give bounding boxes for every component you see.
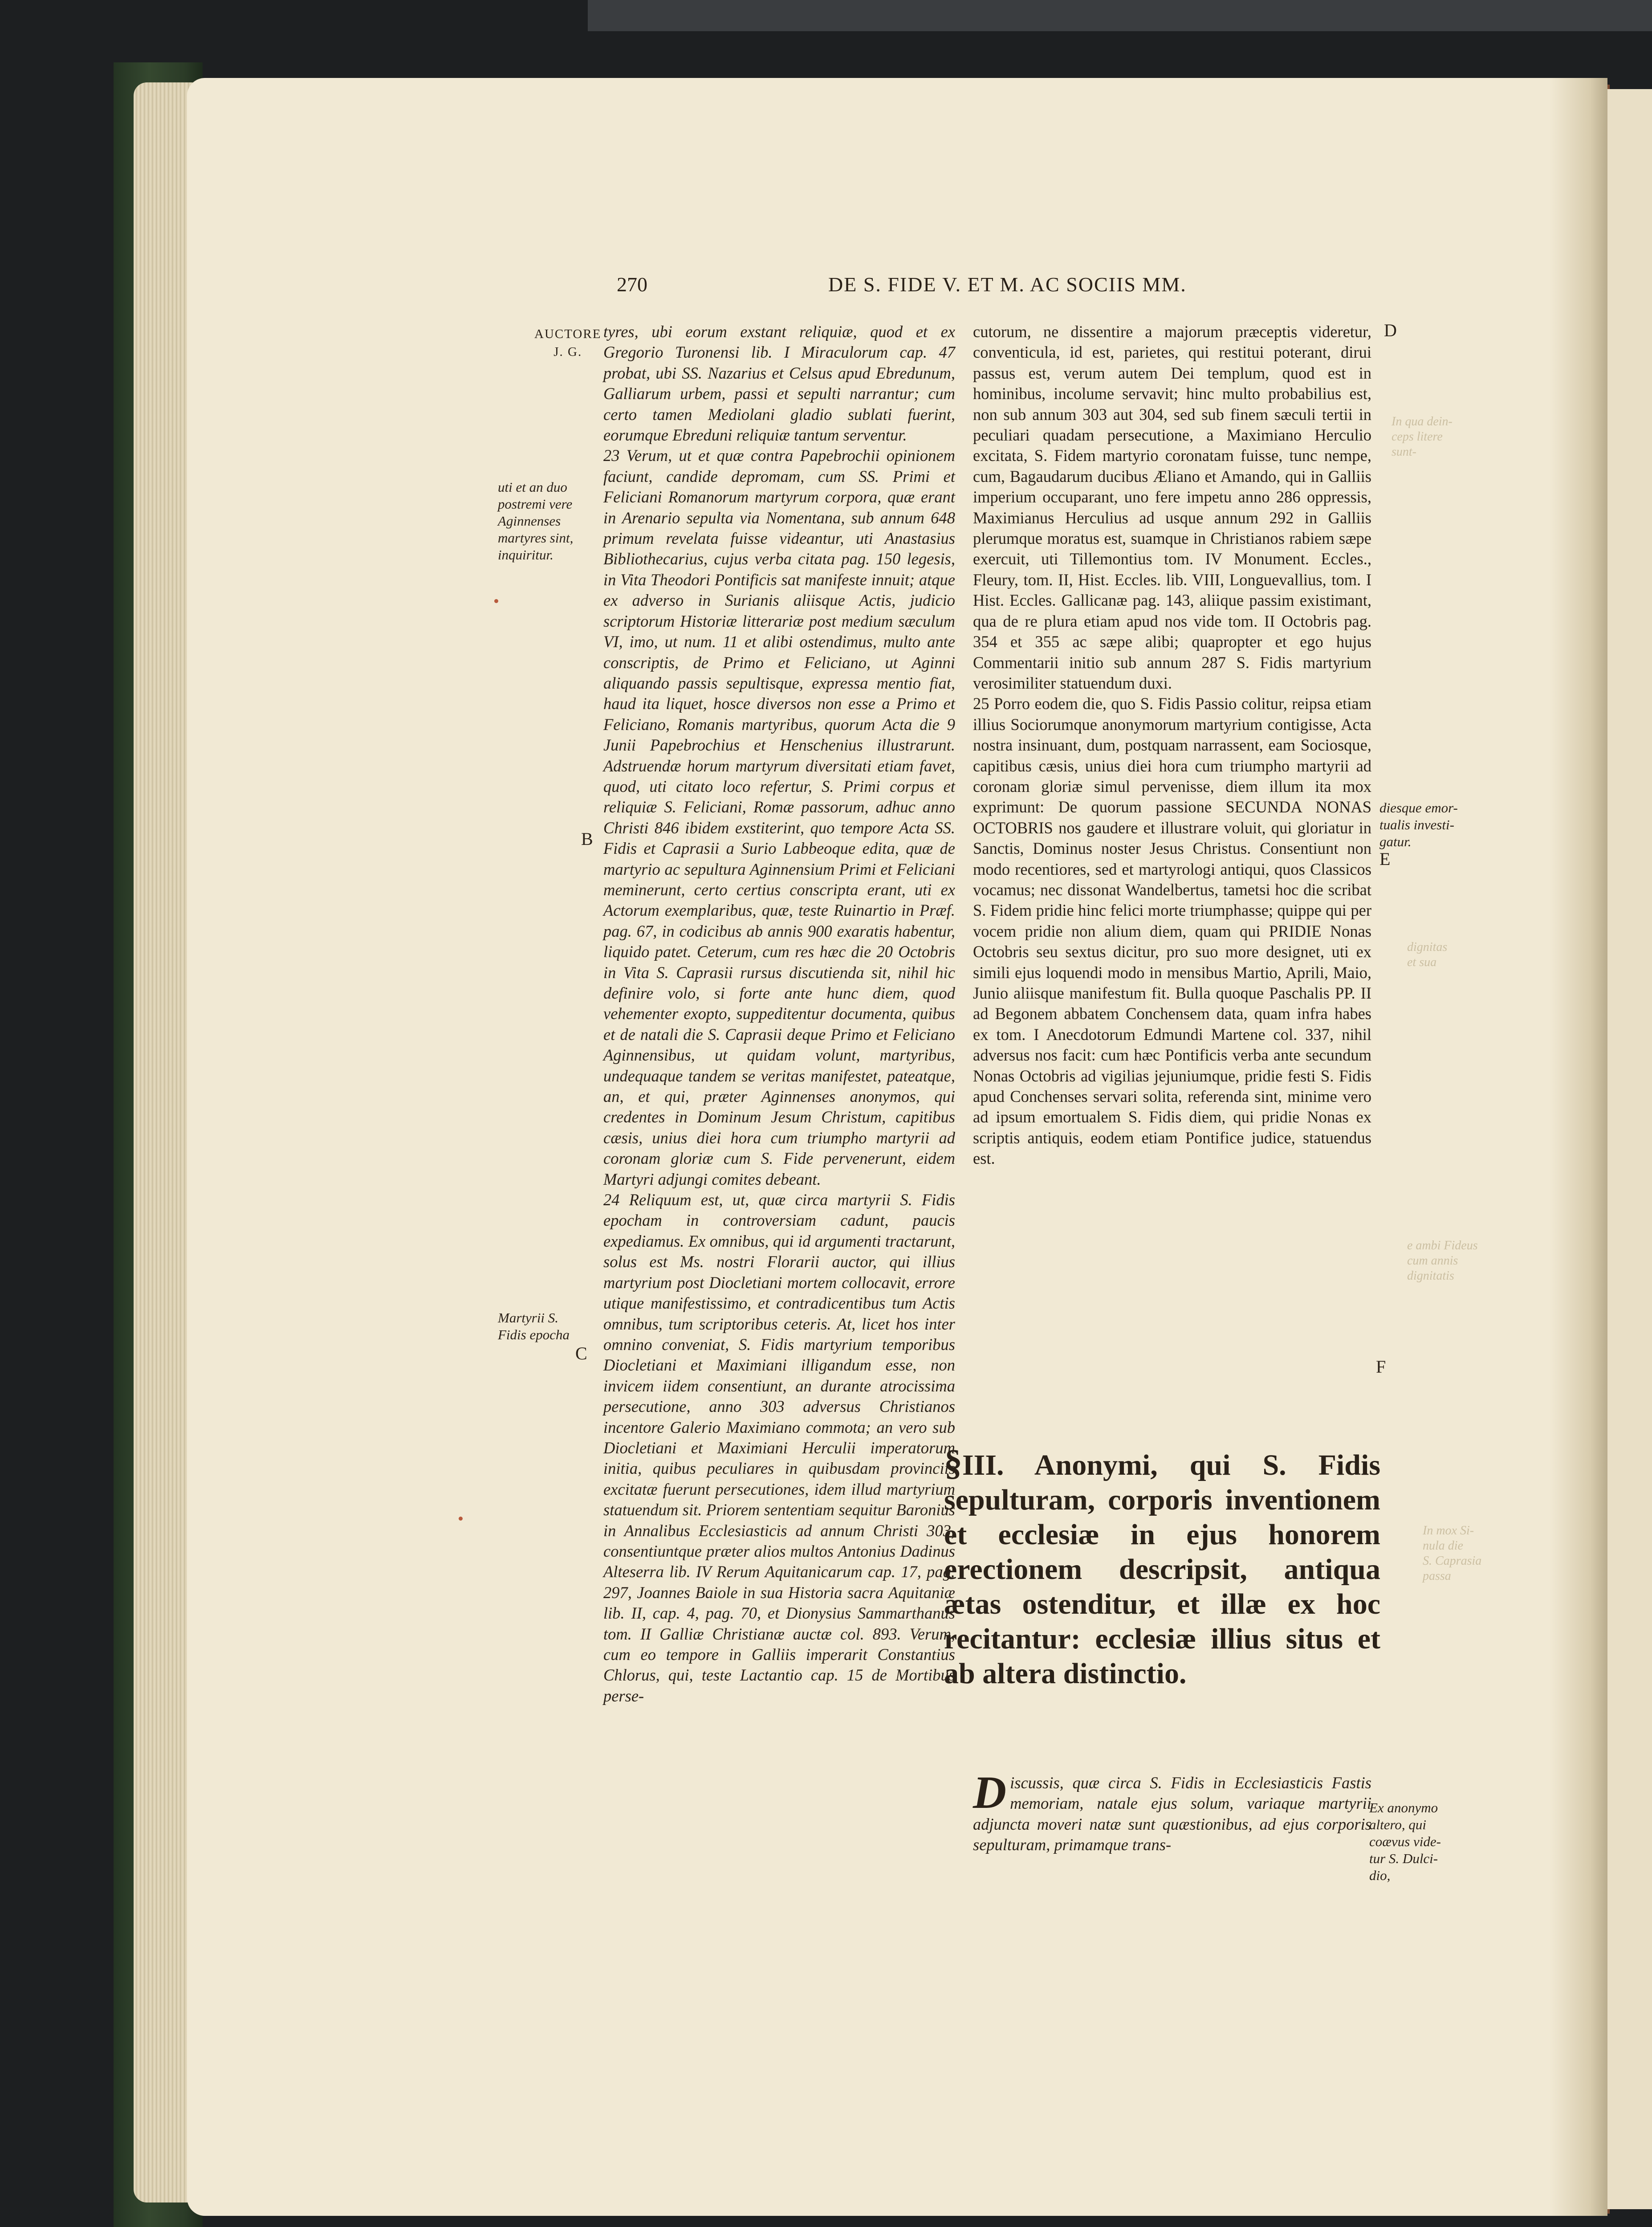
faint-note-d: In mox Si- nula die S. Caprasia passa (1423, 1524, 1482, 1583)
margin-note-anonymo: Ex anonymo altero, qui coævus vide- tur S. Dulci- dio, (1369, 1800, 1441, 1883)
right-column (973, 322, 1371, 1169)
paragraph-25: 25 Porro eodem die, quo S. Fidis Passio colitur, reipsa etiam illius Sociorumque anonymorum martyrium contigisse, Acta nostra insinuant, dum, postquam narrassent, eam Sociosque, capitibus cæsis, unius diei hora cum triumpho martyrii ad coronam gloriæ simul pervenisse, diem illum ita mox exprimunt: De quorum passione SECUNDA NONAS OCTOBRIS nos gaudere et illustrare voluit, qui gloriatur in Sanctis, Dominus noster Jesus Christus. Consentiunt non modo recentiores, sed et martyrologi antiqui, quos Classicos vocamus; nec dissonat Wandelbertus, tametsi hoc die scribat S. Fidem pridie hinc felici morte triumphasse; quippe qui per vocem pridie non alium diem, quam qui PRIDIE Nonas Octobris seu sextus dicitur, pro suo more designet, uti ex simili ejus loquendi modo in mensibus Martio, Aprili, Maio, Junio aliisque manifestum fit. Bulla quoque Paschalis PP. II ad Begonem abbatem Conchensem data, quam infra habes ex tom. I Anecdotorum Edmundi Martene col. 337, nihil adversus nos facit: cum hæc Pontificis verba ante secundum Nonas Octobris ad vigilias jejuniumque, pridie festi S. Fidis apud Conchenses servari solita, referenda sint, minime vero ad ipsum emortualem S. Fidis diem, qui pridie Nonas ex scriptis antiquis, eodem etiam Pontifice judice, statuendus est. (973, 694, 1371, 1168)
drop-cap: D (973, 1767, 1007, 1818)
ink-spot (459, 1517, 463, 1521)
margin-letter-c: C (575, 1343, 587, 1363)
section-heading (944, 1442, 1380, 1691)
faint-note-b: dignitas et sua (1407, 940, 1448, 969)
section-symbol: § (944, 1442, 962, 1483)
margin-letter-e: E (1379, 849, 1391, 869)
margin-letter-b: B (581, 829, 593, 849)
ink-spot (494, 599, 498, 603)
section-opening-paragraph (973, 1767, 1371, 1856)
margin-letter-d: D (1384, 320, 1397, 340)
left-column (603, 322, 955, 1706)
desk-background (588, 0, 1652, 31)
page-number: 270 (617, 273, 647, 296)
paragraph-23: 23 Verum, ut et quæ contra Papebrochii opinionem faciunt, candide depromam, cum SS. Primi et Feliciani Romanorum martyrum corpora, quæ erant in Arenario sepulta via Nomentana, sub annum 648 primum revelata fuisse videantur, uti Anastasius Bibliothecarius, cujus verba citata pag. 150 legesis, in Vita Theodori Pontificis sat manifeste innuit; atque ex adverso in Surianis aliisque Actis, judicio scriptorum Historiæ litterariæ post medium sæculum VI, imo, ut num. 11 et alibi ostendimus, multo ante conscriptis, de Primo et Feliciano, ut Aginni aliquando passis sepultisque, expressa mentio fiat, haud ita liquet, hosce diversos non esse a Primo et Feliciano, Romanis martyribus, quorum Acta die 9 Junii Papebrochius et Henschenius illustrarunt. Adstruendæ horum martyrum diversitati etiam favet, quod, uti citato loco refertur, S. Primi corpus et reliquiæ S. Feliciani, Romæ passorum, adhuc anno Christi 846 ibidem exstiterint, quo tempore Acta SS. Fidis et Caprasii a Surio Labbeoque edita, quæ de martyrio ac sepultura Aginnensium Primi et Feliciani meminerunt, certo certius conscripta erant, uti ex Actorum exemplaribus, quæ, teste Ruinartio in Præf. pag. 67, in codicibus ab annis 900 exaratis habentur, liquido patet. Ceterum, cum res hæc die 20 Octobris in Vita S. Caprasii rursus discutienda sit, nihil hic definire volo, si forte ante hunc diem, quod vehementer exopto, suppeditentur documenta, quibus et de natali die S. Caprasii deque Primo et Feliciano Aginnensibus, ut quidam volunt, martyribus, undequaque tandem se veritas manifestet, pateatque, an, et qui, præter Aginnenses anonymos, qui credentes in Dominum Jesum Christum, capitibus cæsis, unius diei hora cum triumpho martyrii ad coronam gloriæ cum S. Fide pervenerunt, eidem Martyri adjungi comites debeant. (603, 446, 955, 1188)
margin-letter-f: F (1376, 1357, 1386, 1377)
opening-text: iscussis, quæ circa S. Fidis in Ecclesiasticis Fastis memoriam, natale ejus solum, variaque martyrii adjuncta moveri natæ sunt quæstionibus, ad ejus corporis sepulturam, primamque trans- (973, 1774, 1371, 1854)
running-title: DE S. FIDE V. ET M. AC SOCIIS MM. (828, 273, 1187, 296)
paragraph-22-end: tyres, ubi eorum exstant reliquiæ, quod et ex Gregorio Turonensi lib. I Miraculorum cap. 47 probat, ubi SS. Nazarius et Celsus apud Ebredunum, Galliarum urbem, passi et sepulti narrantur; cum certo tamen Mediolani gladio sublati fuerint, eorumque Ebreduni reliquiæ tantum serventur. (603, 322, 955, 445)
margin-note-epocha: Martyrii S. Fidis epocha (498, 1310, 570, 1342)
section-title: III. Anonymi, qui S. Fidis sepulturam, corporis inventionem et ecclesiæ in ejus honorem erectionem descripsit, antiqua ætas ostenditur, et illæ ex hoc recitantur: ecclesiæ illius situs et ab altera distinctio. (944, 1449, 1380, 1690)
margin-author: AUCTORE J. G. (534, 327, 602, 359)
faint-note-c: e ambi Fideus cum annis dignitatis (1407, 1239, 1478, 1283)
margin-note-emortualis: diesque emor- tualis investi- gatur. (1379, 800, 1458, 849)
paragraph-24-end: cutorum, ne dissentire a majorum præceptis videretur, conventicula, id est, parietes, qui restitui poterant, dirui passus est, verum autem Dei templum, quod est in hominibus, incolume servavit; hinc multo probabilius est, non sub annum 303 aut 304, sed sub finem sæculi tertii in peculiari quadam persecutione, a Maximiano Herculio excitata, S. Fidem martyrio coronatam fuisse, tunc nempe, cum, Bagaudarum ducibus Æliano et Amando, qui in Galliis imperium occuparant, uno fere impetu anno 286 oppressis, Maximianus Herculius ad usque annum 292 in Galliis plerumque moratus est, suamque in Christianos rabiem sæpe exercuit, uti Tillemontius tom. IV Monument. Eccles., Fleury, tom. II, Hist. Eccles. lib. VIII, Longuevallius, tom. I Hist. Eccles. Gallicanæ pag. 143, aliique passim existimant, qua de re plura etiam apud nos vide tom. II Octobris pag. 354 et 355 ac sæpe alibi; quapropter et ego hujus Commentarii initio sub annum 287 S. Fidis martyrium verosimiliter statuendum duxi. (973, 322, 1371, 692)
margin-note-martyres: uti et an duo postremi vere Aginnenses martyres sint, inquiritur. (498, 479, 574, 563)
paragraph-24: 24 Reliquum est, ut, quæ circa martyrii S. Fidis epocham in controversiam cadunt, paucis expediamus. Ex omnibus, qui id argumenti tractarunt, solus est Ms. nostri Florarii auctor, qui illius martyrium post Diocletiani mortem collocavit, errore utique manifestissimo, et contradicentibus tum Actis omnibus, tum scriptoribus ceteris. At, licet hos inter omnino conveniat, S. Fidis martyrium temporibus Diocletiani et Maximiani illigandum esse, non invicem iidem consentiunt, an durante atrocissima persecutione, anno 303 adversus Christianos incentore Galerio Maximiano commota; an vero sub Diocletiani et Maximiani Herculii imperatorum initia, quibus peculiares in quibusdam provinciis excitatæ fuerunt persecutiones, idem illud martyrium statuendum sit. Priorem sententiam sequitur Baronius in Annalibus Ecclesiasticis ad annum Christi 303, consentiuntque præter alios multos Antonius Dadinus Alteserra lib. IV Rerum Aquitanicarum cap. 17, pag. 297, Joannes Baiole in sua Historia sacra Aquitaniæ lib. II, cap. 4, pag. 70, et Dionysius Sammarthanus tom. II Galliæ Christianæ auctæ col. 893. Verum, cum eo tempore in Galliis imperarit Constantius Chlorus, qui, teste Lactantio cap. 15 de Mortibus perse- (603, 1191, 955, 1705)
next-page (1607, 89, 1652, 2209)
faint-note-a: In qua dein- ceps litere sunt- (1392, 415, 1453, 459)
page-gutter (1550, 78, 1607, 2216)
